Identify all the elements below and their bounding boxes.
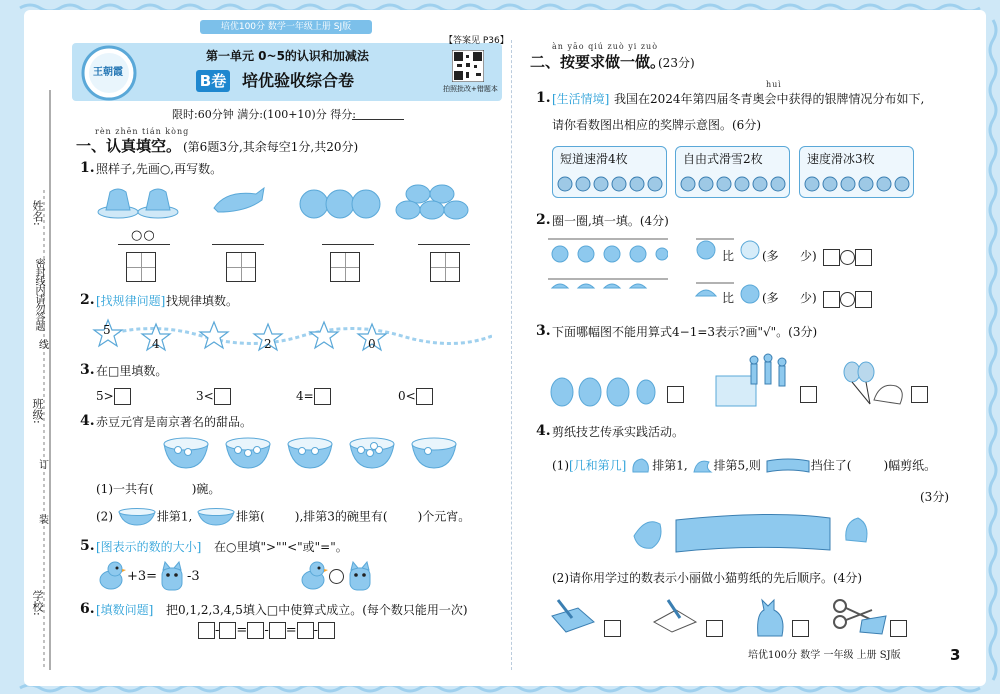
- s2q2-bi-1: 比: [722, 249, 735, 263]
- q3-item-2: [196, 388, 231, 405]
- school-label: 学校:: [31, 590, 44, 616]
- s2q4-part1-label: (1): [552, 458, 569, 473]
- medal-row-1[interactable]: [556, 171, 666, 193]
- q3-item-3-text: 4=: [296, 389, 314, 403]
- q1-write-box-2[interactable]: [226, 252, 256, 282]
- bowl-icon-a: [117, 508, 157, 526]
- q4-part1: [96, 481, 220, 497]
- q6-box-1[interactable]: [198, 622, 215, 639]
- s2q2-circle-1[interactable]: [840, 250, 855, 265]
- q3-item-3: [296, 388, 331, 405]
- q2-text: 找规律填数。: [166, 294, 239, 308]
- q4-number: 4.: [80, 413, 95, 429]
- q3-item-2-text: 3<: [196, 389, 214, 403]
- s2q3-text: 下面哪幅图不能用算式4−1=3表示?画"√"。(3分): [552, 325, 818, 339]
- s2q1-number: 1.: [536, 90, 551, 106]
- q2-tag: [找规律问题]: [96, 294, 166, 308]
- q1-text: 照样子,先画○,再写数。: [96, 162, 223, 176]
- q2-star-value-1: 5: [103, 323, 111, 337]
- s2q4-part1-first: 排第1,: [652, 458, 688, 473]
- q1-number: 1.: [80, 160, 95, 176]
- s2q4-order-box-4[interactable]: [890, 620, 907, 637]
- q1-line-2: [212, 244, 264, 245]
- q3-item-1: [96, 388, 131, 405]
- q1-example-circles: ○○: [131, 228, 156, 243]
- s2q4-order-box-2[interactable]: [706, 620, 723, 637]
- s2q1-text1: 我国在2024年第四届冬青奥会中获得的银牌情况分布如下,: [614, 92, 925, 106]
- medal-row-3[interactable]: [803, 171, 913, 193]
- q5-expr2: -3: [187, 569, 200, 584]
- s2q2-box-2a[interactable]: [823, 291, 840, 308]
- paper-title: 培优验收综合卷: [242, 71, 355, 90]
- q3-box-2[interactable]: [214, 388, 231, 405]
- section1-note: (第6题3分,其余每空1分,共20分): [183, 140, 359, 154]
- q1-write-box-4[interactable]: [430, 252, 460, 282]
- s2q2-flowers: [548, 236, 668, 306]
- q2-star-value-3: 2: [264, 337, 272, 351]
- qr-caption: 拍照批改+错题本: [443, 85, 498, 93]
- section1-title: 一、认真填空。: [76, 137, 182, 155]
- medal-row-2[interactable]: [679, 171, 789, 193]
- q3-text: 在□里填数。: [96, 364, 168, 378]
- s2q2-number: 2.: [536, 212, 551, 228]
- s2q4-part1-end: )幅剪纸。: [883, 458, 937, 473]
- q4-part2-rank1: 排第1,: [156, 509, 193, 524]
- seal-note: 密封线内请勿答题: [33, 258, 44, 330]
- q1-write-box-1[interactable]: [126, 252, 156, 282]
- s2q4-papercut-banner: [630, 510, 880, 556]
- section2-title: 二、按要求做一做。: [530, 53, 666, 71]
- q3-item-4: [398, 388, 433, 405]
- q6-op-5: -: [313, 623, 319, 638]
- top-strip: 培优100分 数学一年级上册 SJ版: [200, 20, 372, 34]
- q2-star-value-4: 0: [368, 337, 376, 351]
- q6-equation: [198, 622, 335, 640]
- section1-pinyin: rèn zhēn tián kòng: [95, 127, 190, 136]
- q5-compare-circle[interactable]: [329, 569, 344, 584]
- q3-box-4[interactable]: [416, 388, 433, 405]
- cat-silhouette-icon: [752, 596, 792, 638]
- answer-ref: 【答案见 P36】: [444, 36, 509, 46]
- s2q4-score: (3分): [920, 490, 949, 504]
- medal-label-1: 短道速滑4枚: [560, 152, 628, 166]
- q3-item-1-text: 5>: [96, 389, 114, 403]
- q5-number: 5.: [80, 538, 95, 554]
- paper-label: B卷: [196, 70, 230, 92]
- page-number: 3: [950, 646, 961, 664]
- seal-line-bottom: 装: [39, 515, 49, 526]
- papercut-icon-a: [630, 456, 652, 476]
- unit-title: 第一单元 0~5的认识和加减法: [206, 49, 369, 63]
- s2q1-pinyin: huì: [766, 80, 782, 89]
- q1-line-1: [118, 244, 170, 245]
- s2q3-number: 3.: [536, 323, 551, 339]
- q3-box-3[interactable]: [314, 388, 331, 405]
- qr-code-icon[interactable]: [452, 50, 484, 82]
- q4-part2-label: (2): [96, 509, 113, 524]
- s2q1-tag: [生活情境]: [552, 92, 610, 106]
- q4-bowls: [158, 432, 468, 474]
- s2q2-box-1a[interactable]: [823, 249, 840, 266]
- q2-number: 2.: [80, 292, 95, 308]
- q6-box-5[interactable]: [297, 622, 314, 639]
- s2q2-answer-1: [823, 247, 872, 266]
- q4-part1-text: (1)一共有(: [96, 482, 154, 496]
- q5-tag: [图表示的数的大小]: [96, 540, 202, 554]
- q6-box-2[interactable]: [219, 622, 236, 639]
- logo-text: 王朝霞: [93, 67, 123, 78]
- s2q2-box-1b[interactable]: [855, 249, 872, 266]
- medal-label-3: 速度滑冰3枚: [807, 152, 875, 166]
- s2q2-text: 圈一圈,填一填。(4分): [552, 214, 669, 228]
- s2q2-duo-1: (多: [762, 249, 779, 263]
- s2q4-text: 剪纸技艺传承实践活动。: [552, 425, 685, 439]
- q6-number: 6.: [80, 601, 95, 617]
- q1-line-3: [322, 244, 374, 245]
- s2q4-number: 4.: [536, 423, 551, 439]
- s2q3-box-2[interactable]: [800, 386, 817, 403]
- cat-icon: [158, 560, 186, 592]
- s2q2-answer-2: [823, 289, 872, 308]
- q3-item-4-text: 0<: [398, 389, 416, 403]
- banner-icon: [765, 457, 811, 475]
- q6-text: 把0,1,2,3,4,5填入□中使算式成立。(每个数只能用一次): [166, 603, 468, 617]
- exam-meta: 限时:60分钟 满分:(100+10)分 得分:: [172, 108, 356, 121]
- s2q2-shao-1: 少): [800, 249, 817, 263]
- s2q3-box-1[interactable]: [667, 386, 684, 403]
- s2q2-circle-2[interactable]: [840, 292, 855, 307]
- q4-part2-rank3: ),排第3的碗里有(: [294, 509, 388, 524]
- q3-box-1[interactable]: [114, 388, 131, 405]
- s2q4-part1-tag: [几和第几]: [569, 458, 627, 473]
- q5-expr1: +3=: [127, 569, 158, 584]
- binding-line: [0, 30, 60, 680]
- q6-tag: [填数问题]: [96, 603, 154, 617]
- seal-line-mid: 线: [39, 340, 49, 351]
- section2-note: (23分): [658, 56, 695, 70]
- q6-box-4[interactable]: [269, 622, 286, 639]
- s2q4-part1: [552, 456, 936, 476]
- cut-step-1-icon: [548, 596, 598, 636]
- q6-op-2: =: [236, 623, 248, 638]
- s2q3-people: [706, 352, 796, 410]
- s2q2-shao-2: 少): [800, 291, 817, 305]
- s2q4-part1-fifth: 排第5,则: [713, 458, 761, 473]
- q4-part1-end: )碗。: [191, 482, 221, 496]
- medal-label-2: 自由式滑雪2枚: [683, 152, 763, 166]
- name-label: 姓名:: [31, 200, 44, 226]
- bird-icon: [96, 560, 126, 592]
- s2q4-part1-block: 挡住了(: [810, 458, 852, 473]
- q3-number: 3.: [80, 362, 95, 378]
- q4-part2: [96, 508, 470, 526]
- class-label: 班级:: [31, 398, 44, 424]
- score-blank[interactable]: [352, 119, 404, 120]
- s2q2-bi-2: 比: [722, 291, 735, 305]
- footer-text: 培优100分 数学 一年级 上册 SJ版: [748, 650, 901, 661]
- q4-part2-end: )个元宵。: [417, 509, 471, 524]
- q6-op-1: -: [215, 623, 220, 638]
- q4-part2-rank-open: 排第(: [236, 509, 265, 524]
- page-divider: [511, 40, 512, 670]
- bird-icon-2: [298, 560, 328, 592]
- q5-text: 在○里填">""<"或"="。: [214, 540, 348, 554]
- s2q4-order-box-3[interactable]: [792, 620, 809, 637]
- cat-icon-2: [346, 560, 374, 592]
- q6-op-4: =: [285, 623, 297, 638]
- s2q4-order-box-1[interactable]: [604, 620, 621, 637]
- q6-box-3[interactable]: [247, 622, 264, 639]
- s2q1-text2: 请你看数图出相应的奖牌示意图。(6分): [552, 118, 761, 132]
- seal-line-top: 订: [39, 460, 49, 471]
- q6-box-6[interactable]: [318, 622, 335, 639]
- bowl-icon-b: [196, 508, 236, 526]
- q6-op-3: -: [264, 623, 269, 638]
- s2q2-box-2b[interactable]: [855, 291, 872, 308]
- cut-step-2-icon: [650, 596, 700, 636]
- s2q3-balloons: [840, 360, 910, 412]
- q4-text: 赤豆元宵是南京著名的甜品。: [96, 415, 253, 429]
- papercut-icon-b: [691, 456, 713, 476]
- scissors-icon: [832, 598, 890, 638]
- q1-pictures: [96, 180, 486, 224]
- s2q3-box-3[interactable]: [911, 386, 928, 403]
- q1-line-4: [418, 244, 470, 245]
- s2q4-part2: (2)请你用学过的数表示小丽做小猫剪纸的先后顺序。(4分): [552, 571, 862, 585]
- s2q2-duo-2: (多: [762, 291, 779, 305]
- section2-pinyin: àn yāo qiú zuò yi zuò: [552, 42, 659, 51]
- q1-write-box-3[interactable]: [330, 252, 360, 282]
- s2q3-chicks: [548, 370, 660, 410]
- q2-star-value-2: 4: [152, 337, 160, 351]
